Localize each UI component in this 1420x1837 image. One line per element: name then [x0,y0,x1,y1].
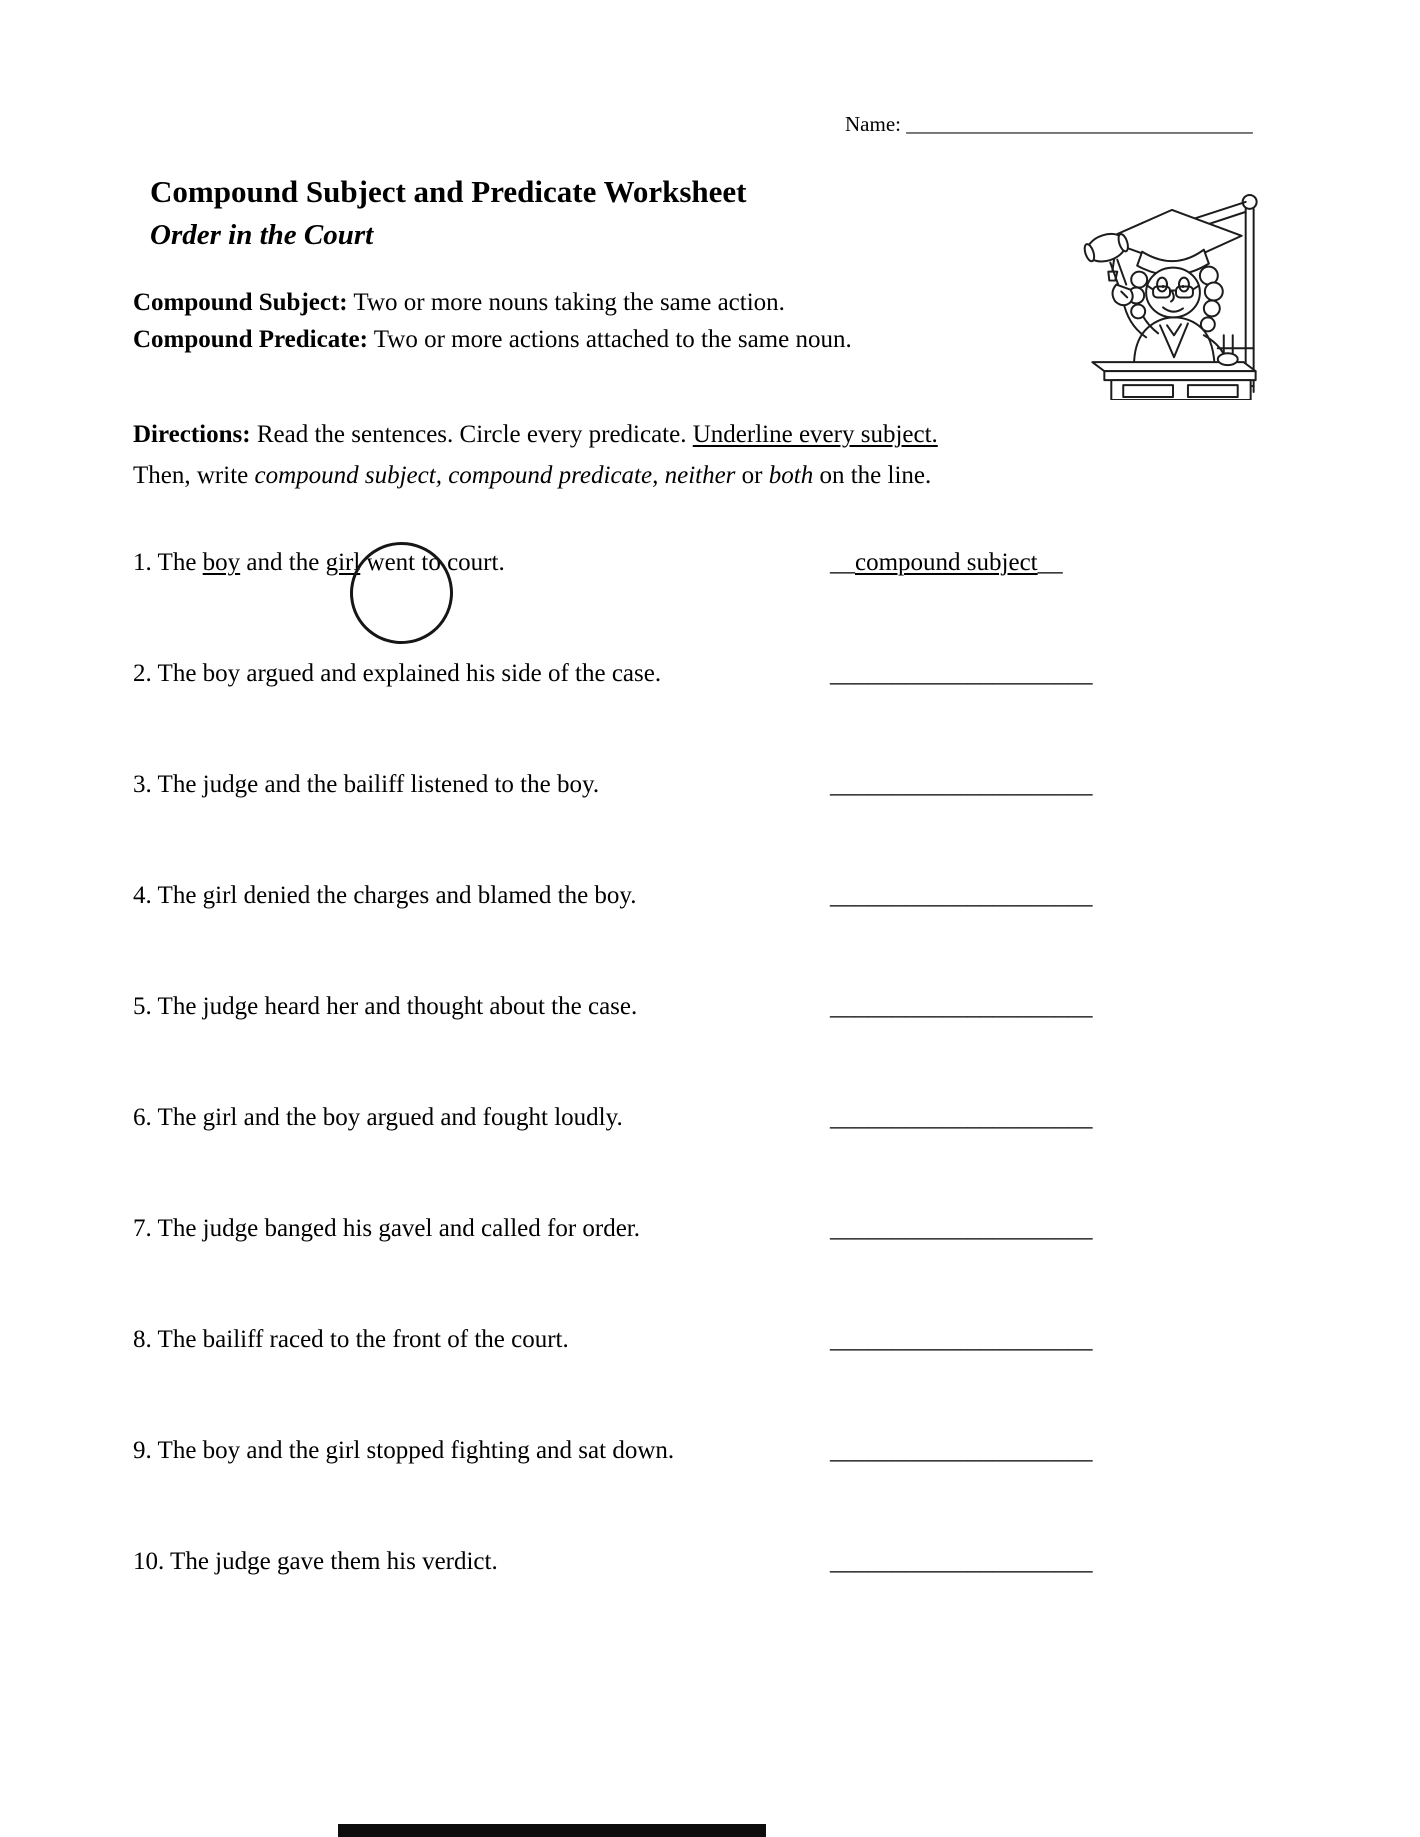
answer-blank: _____________________ [830,882,1093,909]
page-title: Compound Subject and Predicate Worksheet [150,174,747,209]
directions-label: Directions: [133,421,251,448]
answer-line-2[interactable] [830,660,1093,688]
sentence-10 [133,1548,830,1576]
item-row-4 [133,882,1093,993]
circled-predicate: went [367,549,416,577]
sentence-text: The judge banged his gavel and called for order. [151,1215,641,1242]
answer-line-1[interactable]: __compound subject__ [830,549,1063,576]
item-row-9 [133,1437,1093,1548]
item-row-10 [133,1548,1093,1659]
item-row-8 [133,1326,1093,1437]
answer-text: compound subject [855,549,1038,576]
judge-clipart [1076,186,1276,400]
directions-italic-term: neither [664,462,736,489]
answer-blank: _____________________ [830,1326,1093,1353]
item-number: 5. [133,993,152,1020]
directions-italic-term: compound predicate, [448,462,659,489]
sentence-list [133,549,1093,1659]
definition-compound-predicate [133,321,852,358]
definition-term: Compound Predicate: [133,326,368,353]
sentence-text: The girl and the boy argued and fought loudly. [151,1104,623,1131]
underlined-subject: girl [325,549,361,576]
item-row-3 [133,771,1093,882]
sentence-8 [133,1326,830,1354]
sentence-7 [133,1215,830,1243]
item-row-7 [133,1215,1093,1326]
item-row-2 [133,660,1093,771]
item-number: 2. [133,660,152,687]
directions-block: Directions: Read the sentences. Circle every predicate. Underline every subject. Then, write compound subject, compound predicate, neither or both on the line. [133,421,938,489]
answer-line-10[interactable] [830,1548,1093,1576]
definitions-block [133,284,852,358]
answer-blank: _____________________ [830,660,1093,687]
item-number: 10. [133,1548,165,1575]
answer-blank: _____________________ [830,771,1093,798]
answer-blank: _____________________ [830,1548,1093,1575]
answer-line-5[interactable] [830,993,1093,1021]
answer-blank: _____________________ [830,1104,1093,1131]
answer-line-8[interactable] [830,1326,1093,1354]
answer-line-3[interactable] [830,771,1093,799]
answer-blank: _____________________ [830,993,1093,1020]
sentence-3 [133,771,830,799]
sentence-6 [133,1104,830,1132]
directions-text: Then, write [133,462,255,489]
page-subtitle: Order in the Court [150,219,374,251]
answer-line-4[interactable] [830,882,1093,910]
item-row-1 [133,549,1088,660]
sentence-1: 1. The boy and the girl went to court. [133,549,830,577]
judge-clipart-svg [1076,186,1276,400]
answer-blank: _____________________ [830,1215,1093,1242]
sentence-text: The judge heard her and thought about the case. [151,993,638,1020]
definition-text: Two or more nouns taking the same action. [347,289,785,316]
item-number: 6. [133,1104,152,1131]
item-number: 7. [133,1215,152,1242]
sentence-text: The girl denied the charges and blamed the boy. [151,882,637,909]
item-row-6 [133,1104,1093,1215]
item-number: 8. [133,1326,152,1353]
definition-text: Two or more actions attached to the same noun. [367,326,852,353]
item-number: 1. [133,549,152,576]
answer-line-9[interactable] [830,1437,1093,1465]
footer-scan-artifact [338,1824,766,1837]
directions-underlined-text: Underline every subject. [692,421,938,448]
name-label: Name: [845,112,901,136]
sentence-4 [133,882,830,910]
sentence-text: The boy and the girl stopped fighting and sat down. [151,1437,675,1464]
definition-compound-subject [133,284,852,321]
sentence-text: The boy argued and explained his side of the case. [151,660,662,687]
answer-line-7[interactable] [830,1215,1093,1243]
answer-blank: _____________________ [830,1437,1093,1464]
item-number: 9. [133,1437,152,1464]
answer-line-6[interactable] [830,1104,1093,1132]
item-number: 4. [133,882,152,909]
item-number: 3. [133,771,152,798]
name-row [845,112,1253,137]
name-blank-line[interactable]: _________________________________ [906,112,1253,136]
sentence-9 [133,1437,830,1465]
sentence-5 [133,993,830,1021]
definition-term: Compound Subject: [133,289,348,316]
directions-text: on the line. [813,462,932,489]
gavel-icon [1083,229,1130,287]
item-row-5 [133,993,1093,1104]
directions-text: Read the sentences. Circle every predicate. [250,421,693,448]
underlined-subject: boy [202,549,241,576]
sentence-text: The judge gave them his verdict. [164,1548,498,1575]
directions-italic-term: compound subject, [254,462,442,489]
sentence-text: The bailiff raced to the front of the court. [151,1326,569,1353]
sentence-text: The judge and the bailiff listened to the boy. [151,771,600,798]
directions-italic-term: both [768,462,814,489]
sentence-2 [133,660,830,688]
